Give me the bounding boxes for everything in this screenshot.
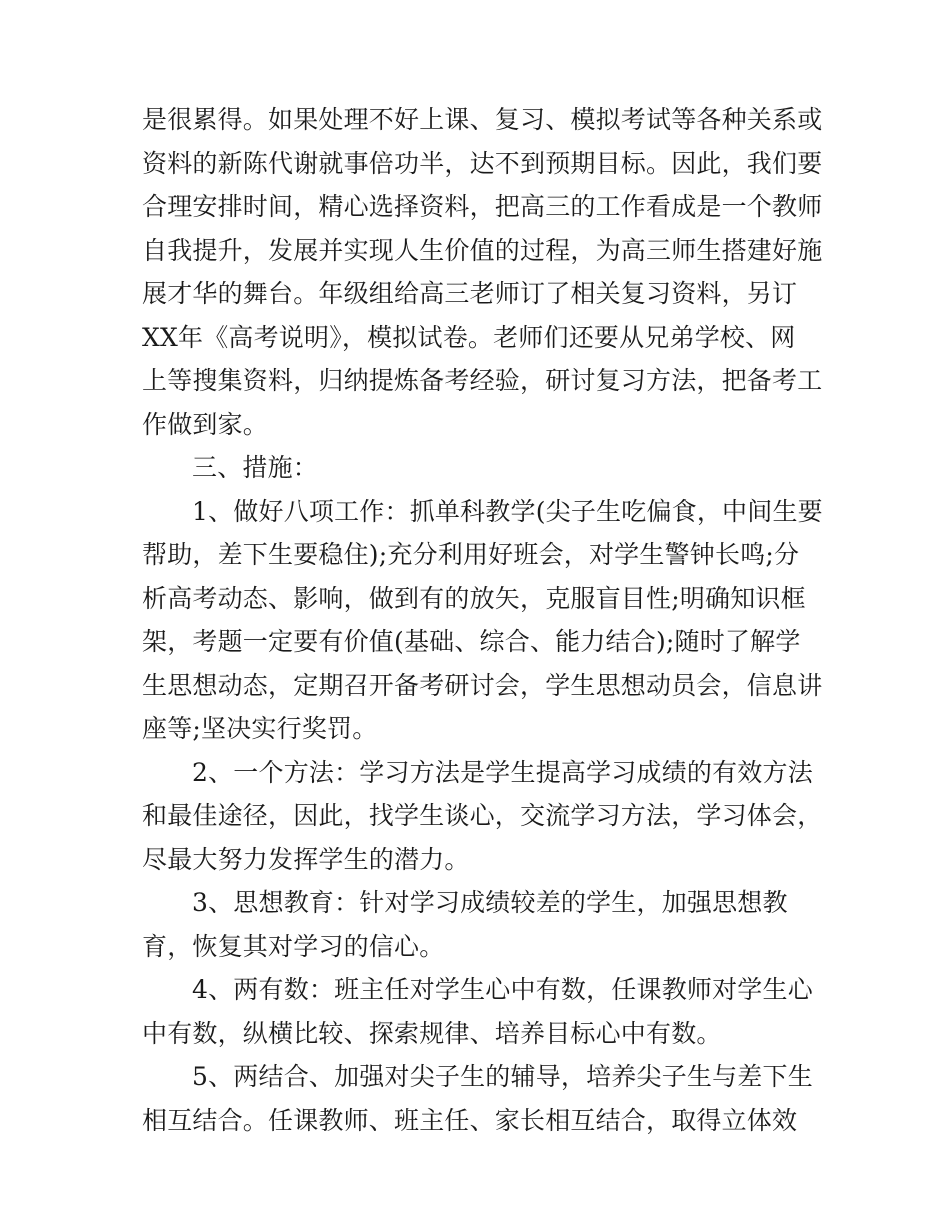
text-line: 三、措施： <box>192 453 319 482</box>
text-line: 上等搜集资料，归纳提炼备考经验，研讨复习方法，把备考工 <box>142 366 823 395</box>
text-line: 座等;坚决实行奖罚。 <box>142 714 378 743</box>
text-line: 3、思想教育：针对学习成绩较差的学生，加强思想教 <box>192 888 788 917</box>
text-line: 帮助，差下生要稳住);充分利用好班会，对学生警钟长鸣;分 <box>142 540 800 569</box>
text-line: 展才华的舞台。年级组给高三老师订了相关复习资料，另订 <box>142 279 798 308</box>
text-line: 自我提升，发展并实现人生价值的过程，为高三师生搭建好施 <box>142 235 823 265</box>
text-line: 1、做好八项工作：抓单科教学(尖子生吃偏食，中间生要 <box>192 496 823 526</box>
text-line: 作做到家。 <box>142 409 269 439</box>
text-line: 育，恢复其对学习的信心。 <box>142 931 445 961</box>
text-line: 析高考动态、影响，做到有的放矢，克服盲目性;明确知识框 <box>142 583 806 613</box>
text-line: 4、两有数：班主任对学生心中有数，任课教师对学生心 <box>192 975 813 1004</box>
text-line: 相互结合。任课教师、班主任、家长相互结合，取得立体效 <box>142 1105 798 1135</box>
text-line: 5、两结合、加强对尖子生的辅导，培养尖子生与差下生 <box>192 1062 813 1091</box>
text-line: 尽最大努力发挥学生的潜力。 <box>142 844 470 874</box>
document-body <box>142 98 823 1142</box>
text-line: XX年《高考说明》，模拟试卷。老师们还要从兄弟学校、网 <box>142 322 796 352</box>
text-line: 2、一个方法：学习方法是学生提高学习成绩的有效方法 <box>192 757 813 787</box>
text-line: 生思想动态，定期召开备考研讨会，学生思想动员会，信息讲 <box>142 670 823 700</box>
text-line: 架，考题一定要有价值(基础、综合、能力结合);随时了解学 <box>142 627 801 656</box>
text-line: 和最佳途径，因此，找学生谈心，交流学习方法，学习体会， <box>142 801 823 830</box>
text-line: 中有数，纵横比较、探索规律、培养目标心中有数。 <box>142 1018 722 1048</box>
text-line: 资料的新陈代谢就事倍功半，达不到预期目标。因此，我们要 <box>142 148 823 178</box>
text-line: 是很累得。如果处理不好上课、复习、模拟考试等各种关系或 <box>142 105 823 134</box>
text-line: 合理安排时间，精心选择资料，把高三的工作看成是一个教师 <box>142 192 823 221</box>
